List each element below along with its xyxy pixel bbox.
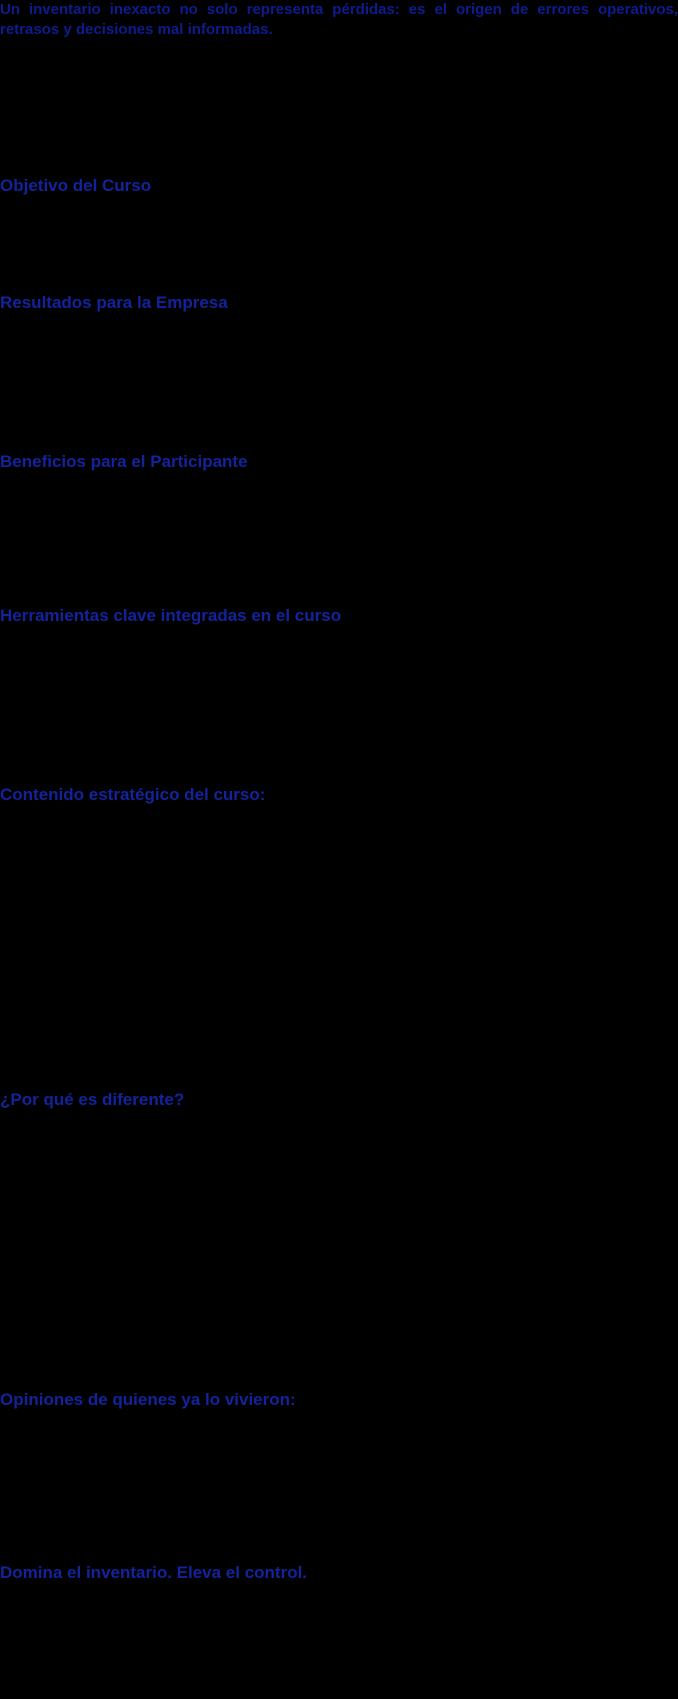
section-heading-objetivo-del-curso: Objetivo del Curso [0,176,152,195]
intro-paragraph: Un inventario inexacto no solo representa pérdidas: es el origen de errores operativos, retrasos y decisiones mal informadas. [0,1,678,38]
section-heading-opiniones: Opiniones de quienes ya lo vivieron: [0,1390,296,1409]
section-heading-contenido-estrategico: Contenido estratégico del curso: [0,785,266,804]
section-heading-herramientas-clave: Herramientas clave integradas en el curso [0,606,342,625]
section-heading-domina-el-inventario: Domina el inventario. Eleva el control. [0,1563,308,1582]
section-heading-por-que-es-diferente: ¿Por qué es diferente? [0,1090,185,1109]
section-heading-resultados-para-la-empresa: Resultados para la Empresa [0,293,228,312]
section-heading-beneficios-para-el-participante: Beneficios para el Participante [0,452,248,471]
